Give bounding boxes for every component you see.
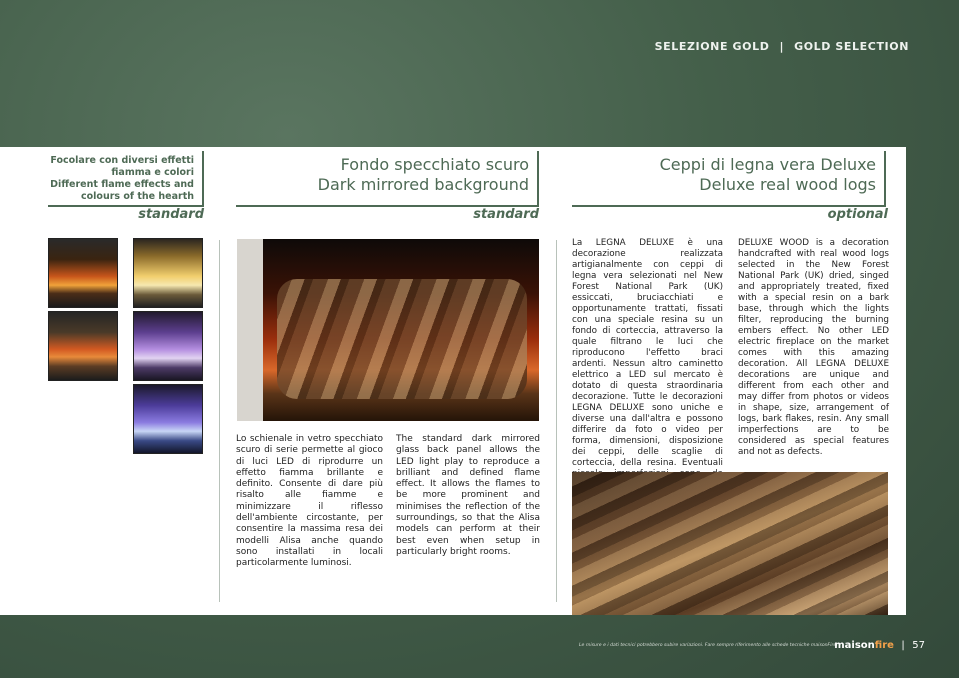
divider-2 bbox=[556, 240, 557, 602]
flame-thumb-purple bbox=[133, 311, 203, 381]
flame-thumb-red bbox=[48, 311, 118, 381]
brand-maison: maison bbox=[834, 640, 875, 651]
col2-title-box bbox=[236, 151, 539, 207]
divider-1 bbox=[219, 240, 220, 602]
header-left: SELEZIONE GOLD bbox=[654, 40, 770, 53]
header-separator: | bbox=[779, 40, 785, 53]
flame-thumb-yellow bbox=[133, 238, 203, 308]
col1-tag: standard bbox=[138, 207, 204, 222]
mirrored-fireplace-image bbox=[237, 239, 539, 421]
col3-tag: optional bbox=[827, 207, 888, 222]
col2-tag: standard bbox=[473, 207, 539, 222]
content-panel bbox=[0, 147, 906, 615]
brand-separator: | bbox=[901, 640, 905, 651]
col3-text-en: DELUXE WOOD is a decoration handcrafted with real wood logs selected in the New Forest National Park (UK) dried, singed and appropriately treated, fixed with a special resin on a bark base, through which the lights filter, reproducing the burning embers effect. No other LED electric fireplace on the market comes with this amazing decoration. All LEGNA DELUXE decorations are unique and different from each other and may differ from photos or videos in shape, size, arrangement of logs, bark flakes, resin. Any small imperfections are to be considered as special features and not as defects. bbox=[738, 238, 889, 457]
brand-fire: fire bbox=[874, 640, 894, 651]
col3-title-it: Ceppi di legna vera Deluxe bbox=[659, 155, 876, 174]
col1-title-en: Different flame effects and colours of the hearth bbox=[50, 179, 194, 202]
col3-title-box bbox=[572, 151, 886, 207]
col2-text-it: Lo schienale in vetro specchiato scuro di serie permette al gioco di luci LED di riprodurre un effetto fiamma brillante e definito. Consente di dare più risalto alle fiamme e minimizzare il riflesso dell'ambiente circostante, per consentire la massima resa dei modelli Alisa anche quando sono installati in locali particolarmente luminosi. bbox=[236, 434, 383, 569]
col3-title-en: Deluxe real wood logs bbox=[699, 175, 876, 194]
page-number: 57 bbox=[912, 640, 925, 651]
col1-title-it: Focolare con diversi effetti fiamma e colori bbox=[50, 155, 194, 178]
deluxe-logs-image bbox=[572, 472, 888, 615]
logs-texture bbox=[572, 472, 888, 615]
col2-text-en: The standard dark mirrored glass back panel allows the LED light play to reproduce a brilliant and defined flame effect. It allows the flames to be more prominent and minimises the reflection of the surroundings, so that the Alisa models can perform at their best even when setup in particularly bright rooms. bbox=[396, 434, 540, 557]
col3-text-it: La LEGNA DELUXE è una decorazione realizzata artigianalmente con ceppi di legna vera selezionati nel New Forest National Park (UK) essiccati, bruciacchiati e opportunamente trattati, fissati con una speciale resina su un fondo di corteccia, attraverso la quale filtrano le luci che riproducono l'effetto braci ardenti. Nessun altro caminetto elettrico a LED sul mercato è dotato di questa straordinaria decorazione. Tutte le decorazioni LEGNA DELUXE sono uniche e diverse una dall'altra e possono differire da foto o video per forma, dimensioni, disposizione dei ceppi, delle scaglie di corteccia, della resina. Eventuali bbox=[572, 238, 723, 468]
header-right: GOLD SELECTION bbox=[794, 40, 909, 53]
flame-thumb-orange bbox=[48, 238, 118, 308]
col1-title-box bbox=[48, 151, 204, 207]
page-header bbox=[655, 40, 909, 53]
col2-title-it: Fondo specchiato scuro bbox=[340, 155, 529, 174]
col2-title-en: Dark mirrored background bbox=[317, 175, 529, 194]
footer-brand bbox=[834, 640, 925, 651]
footer-disclaimer: Le misure e i dati tecnici potrebbero subire variazioni. Fare sempre riferimento alle schede tecniche maisonFire. bbox=[579, 643, 838, 648]
flame-thumb-blue bbox=[133, 384, 203, 454]
wood-logs bbox=[277, 279, 527, 399]
